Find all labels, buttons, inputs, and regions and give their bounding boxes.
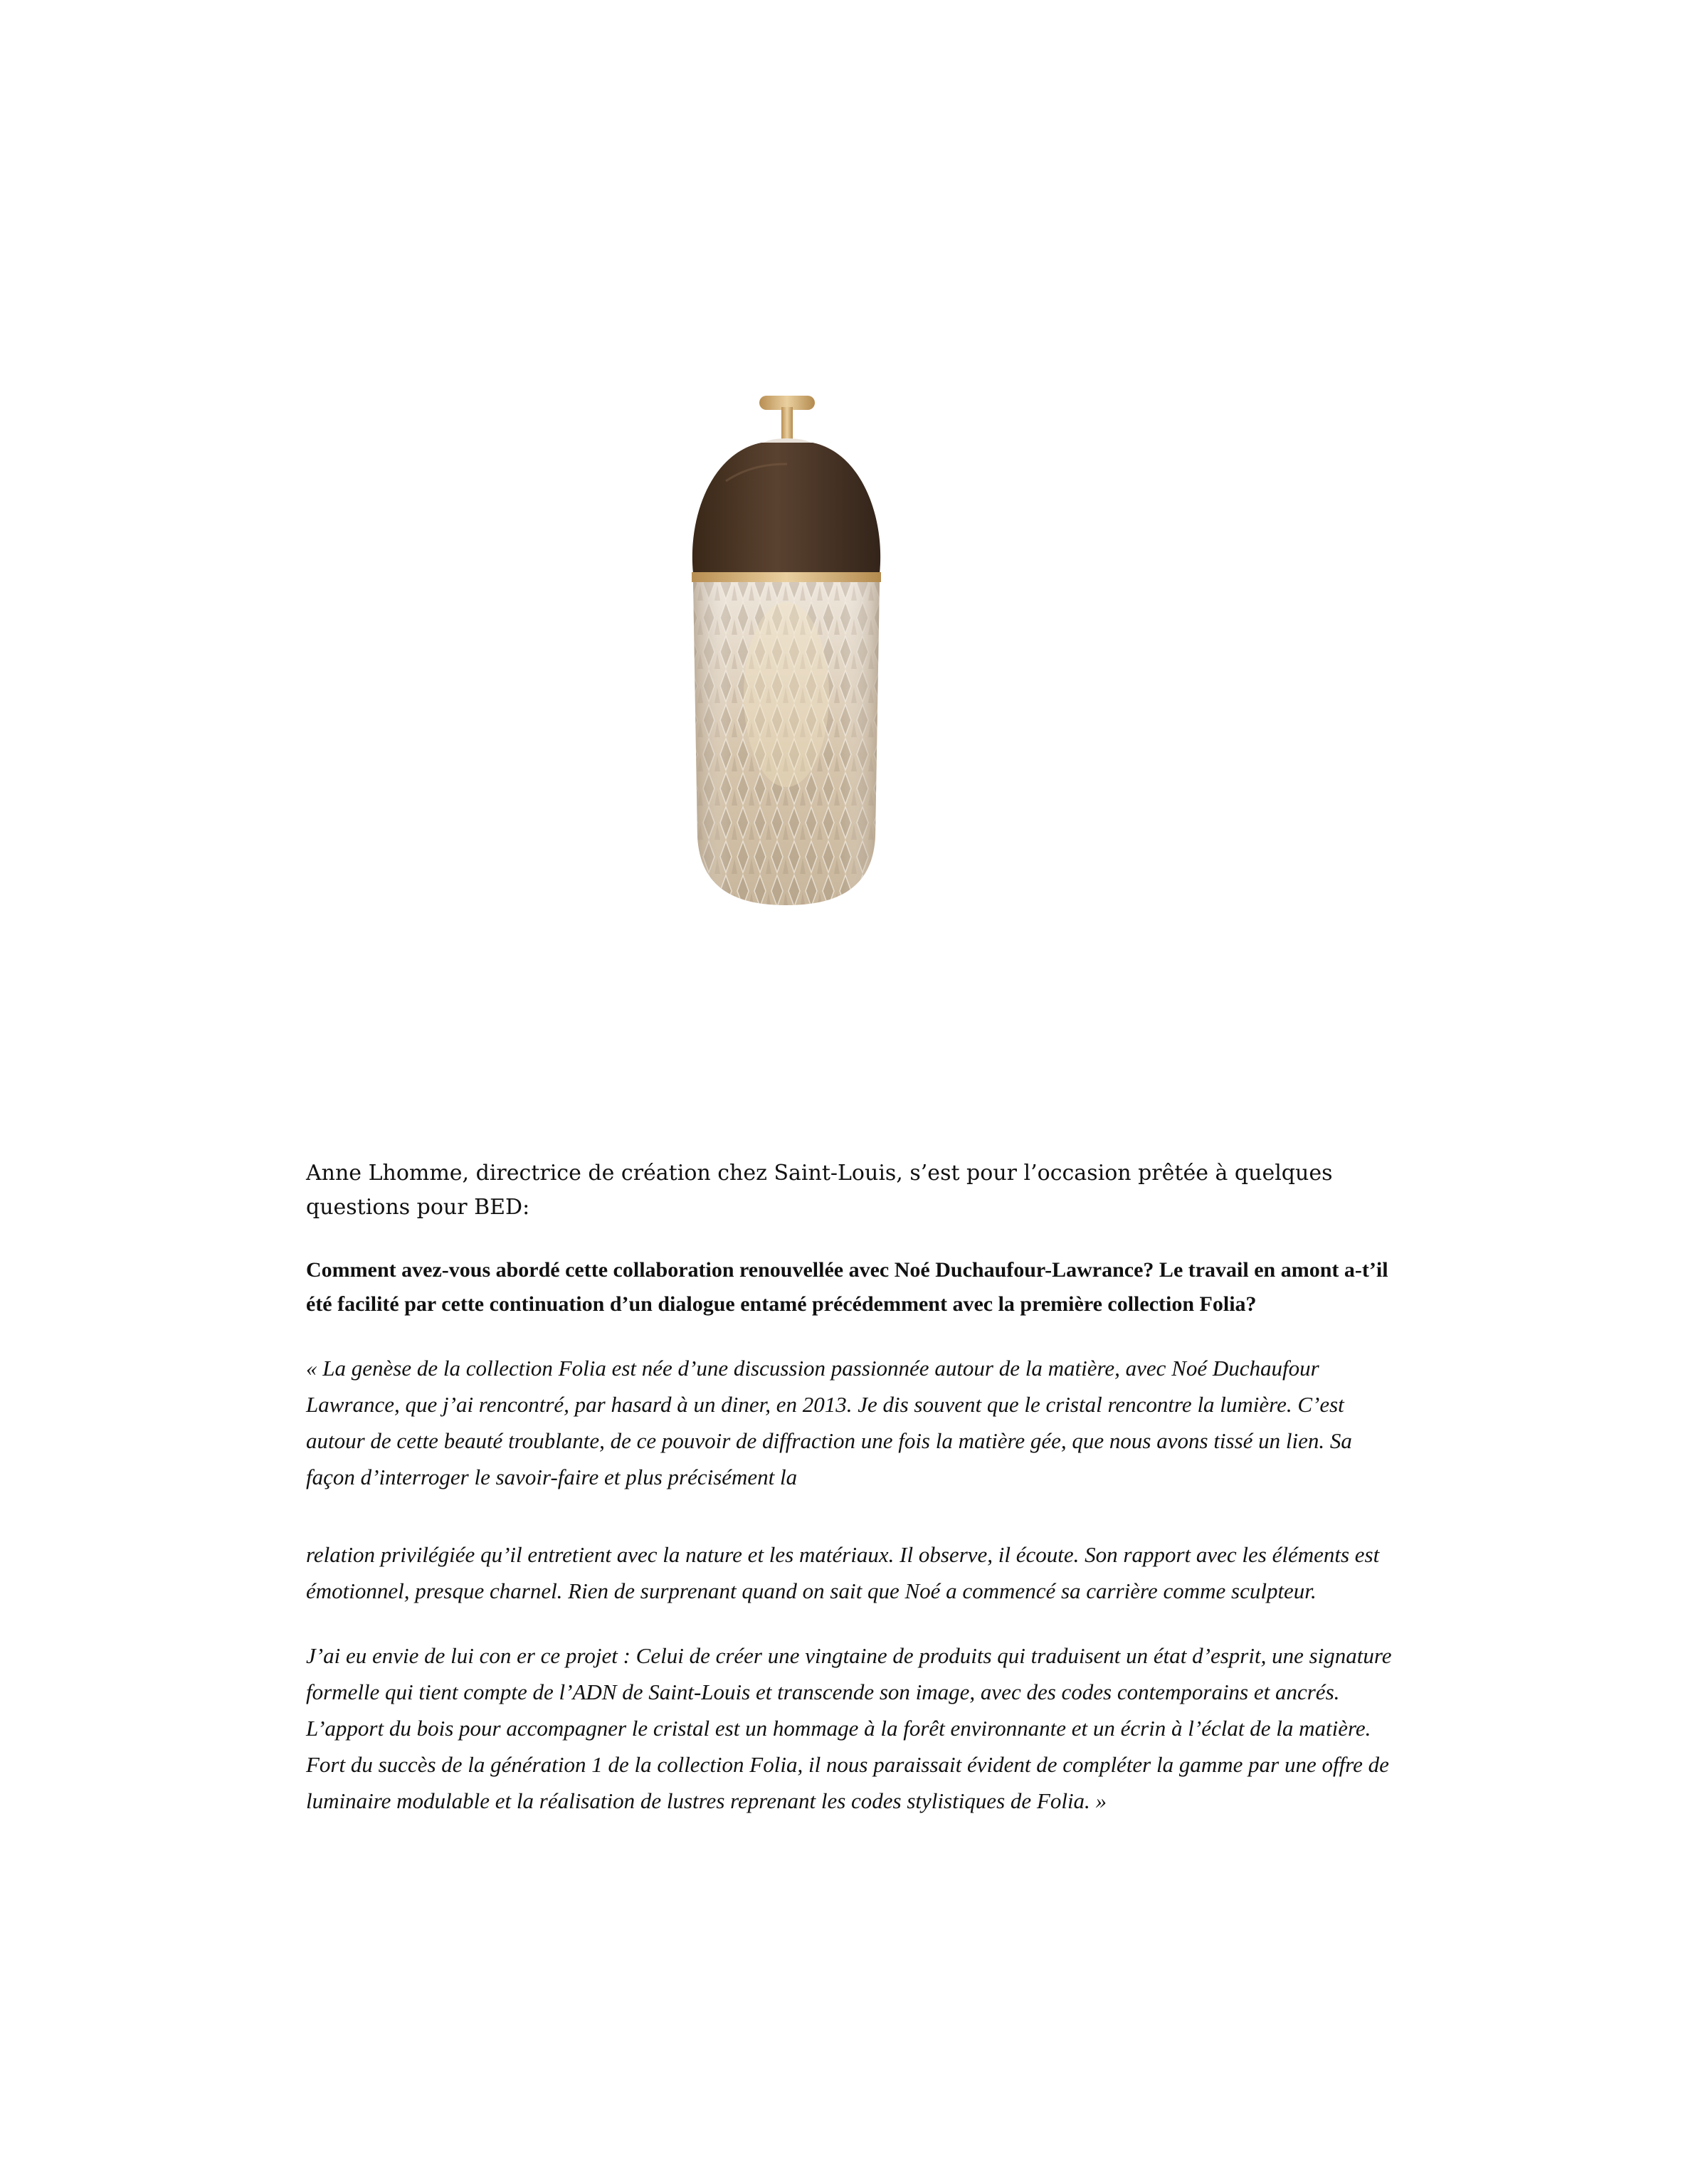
intro-paragraph: Anne Lhomme, directrice de création chez Saint-Louis, s’est pour l’occasion prêtée à quelques questions pour BED: <box>306 1161 1333 1220</box>
answer-paragraph-3: J’ai eu envie de lui con er ce projet : Celui de créer une vingtaine de produits qui traduisent un état d’esprit, une signature formelle qui tient compte de l’ADN de Saint-Louis et transcende son image, avec des codes contemporains et ancrés. L’apport du bois pour accompagner le cristal est un hommage à la forêt environnante et un écrin à l’éclat de la matière. Fort du succès de la génération 1 de la collection Folia, il nous paraissait évident de compléter la gamme par une offre de luminaire modulable et la réalisation de lustres reprenant les codes stylistiques de Folia. » <box>306 1643 1392 1813</box>
answer-paragraph-1: « La genèse de la collection Folia est née d’une discussion passionnée autour de la matière, avec Noé Duchaufour Lawrance, que j’ai rencontré, par hasard à un diner, en 2013. Je dis souvent que le cristal rencontre la lumière. C’est autour de cette beauté troublante, de ce pouvoir de diffraction une fois la matière gée, que nous avons tissé un lien. Sa façon d’interroger le savoir-faire et plus précisément la <box>306 1356 1352 1489</box>
interview-question: Comment avez-vous abordé cette collaboration renouvellée avec Noé Duchaufour-Lawrance? Le travail en amont a-t’il été facilité par cette continuation d’un dialogue entamé précédemment avec la première collection Folia? <box>306 1258 1388 1316</box>
crystal-lamp-icon <box>683 396 890 908</box>
answer-paragraph-2: relation privilégiée qu’il entretient avec la nature et les matériaux. Il observe, il écoute. Son rapport avec les éléments est émotionnel, presque charnel. Rien de surprenant quand on sait que Noé a commencé sa carrière comme sculpteur. <box>306 1542 1380 1603</box>
product-image <box>683 396 890 908</box>
article-body <box>306 1156 1402 1819</box>
